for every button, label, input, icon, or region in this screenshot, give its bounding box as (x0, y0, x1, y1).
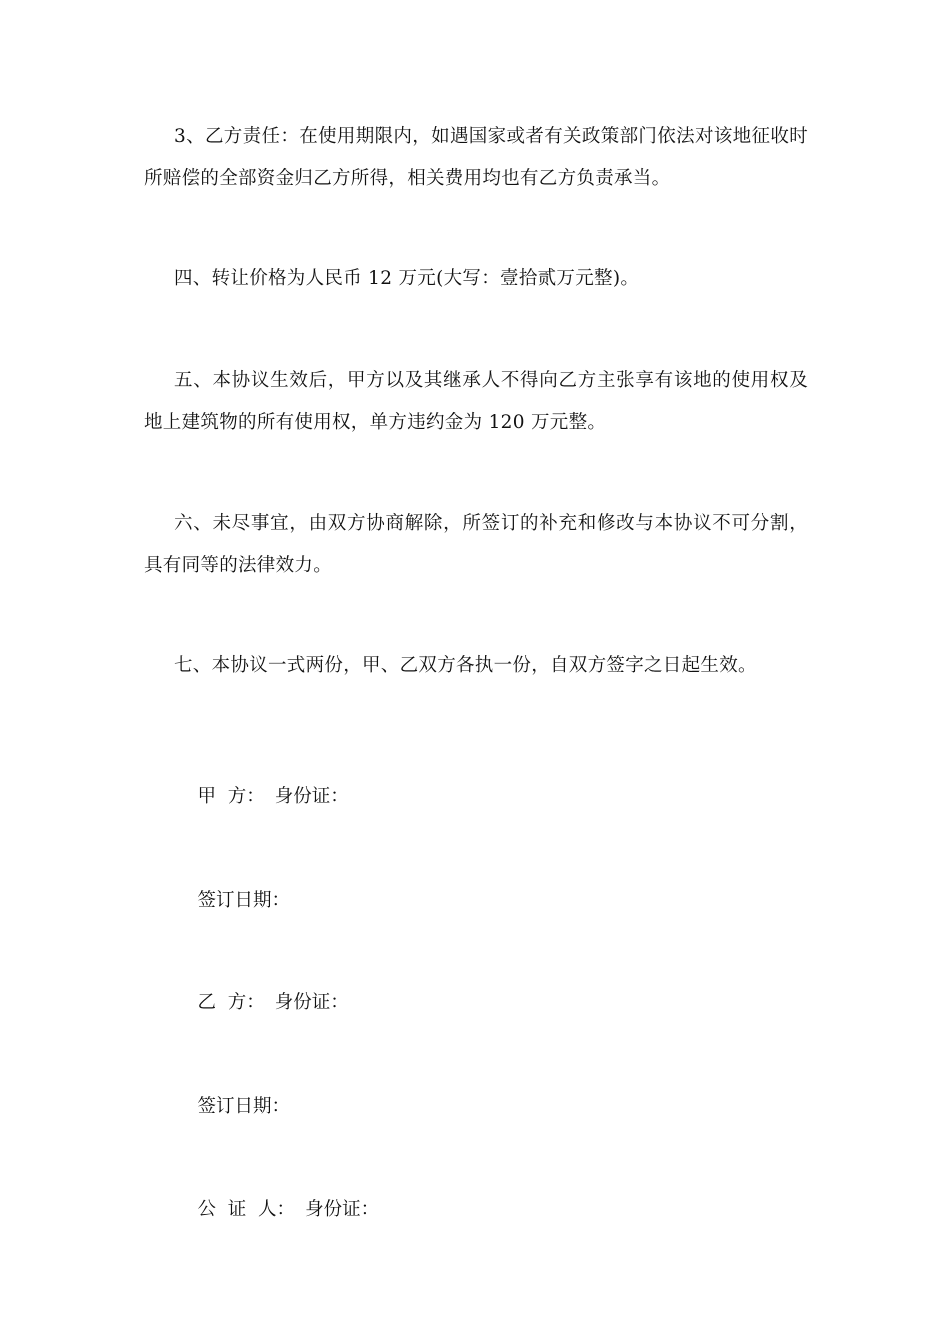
notary-line (174, 1165, 379, 1255)
clause-5: 五、本协议生效后，甲方以及其继承人不得向乙方主张享有该地的使用权及地上建筑物的所有使用权，单方违约金为 120 万元整。 (144, 370, 808, 433)
clause-6: 六、未尽事宜，由双方协商解除，所签订的补充和修改与本协议不可分割，具有同等的法律效力。 (144, 513, 808, 576)
party-b-date-label: 签订日期： (197, 1096, 291, 1117)
party-a-date-label: 签订日期： (197, 890, 291, 911)
party-b-id-label: 身份证： (274, 992, 349, 1013)
clause-4-price: 四、转让价格为人民币 12 万元(大写：壹拾贰万元整)。 (174, 268, 640, 289)
party-b-line (174, 958, 349, 1048)
notary-label: 公 证 人： (197, 1199, 296, 1220)
clause-7: 七、本协议一式两份，甲、乙双方各执一份，自双方签字之日起生效。 (174, 655, 757, 676)
party-b-date-line (174, 1062, 290, 1152)
party-a-label: 甲 方： (197, 786, 265, 807)
party-a-line (174, 752, 349, 842)
notary-id-label: 身份证： (305, 1199, 380, 1220)
party-a-date-line (174, 856, 290, 946)
party-a-id-label: 身份证： (274, 786, 349, 807)
party-b-label: 乙 方： (197, 992, 265, 1013)
clause-3: 3、乙方责任：在使用期限内，如遇国家或者有关政策部门依法对该地征收时所赔偿的全部资金归乙方所得，相关费用均也有乙方负责承当。 (144, 126, 808, 189)
